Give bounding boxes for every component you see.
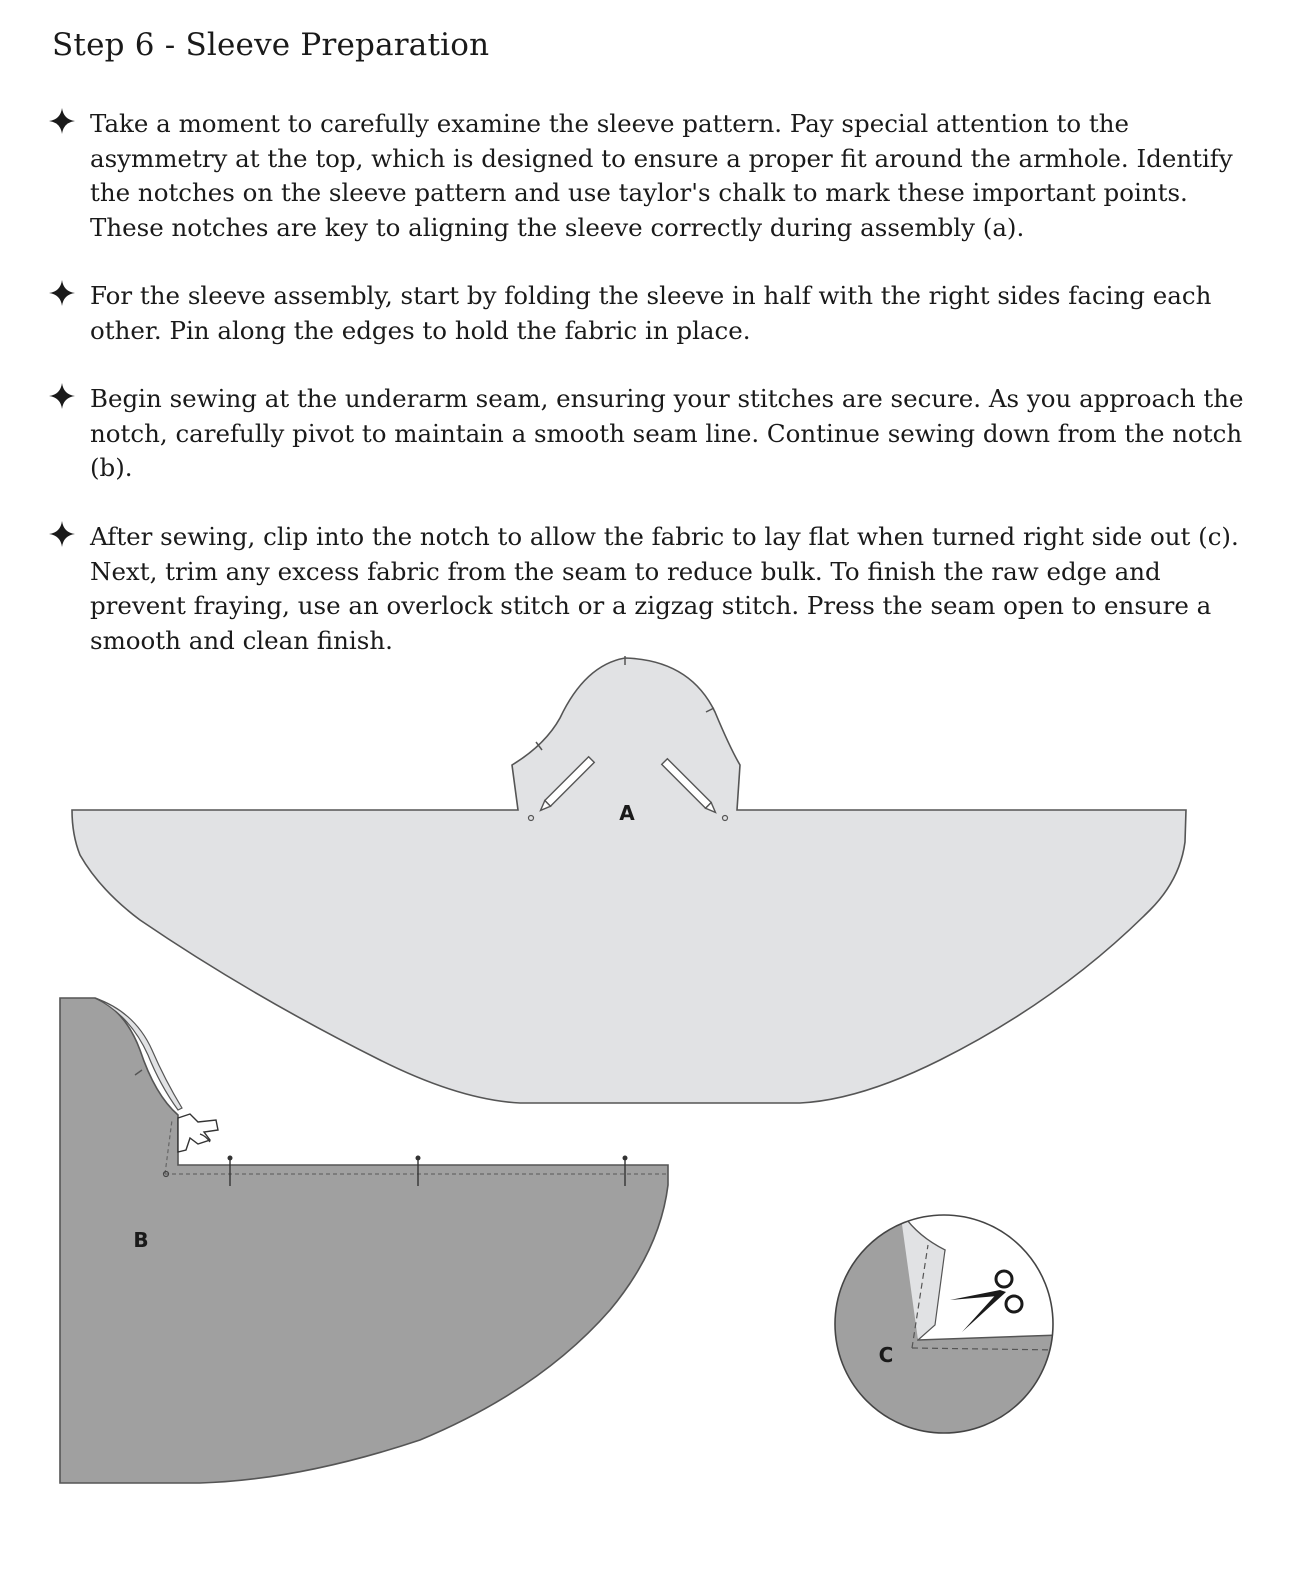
figure-a-sleeve-pattern xyxy=(72,656,1186,1103)
step-text: Begin sewing at the underarm seam, ensuring your stitches are secure. As you approach the notch, carefully pivot to maintain a smooth seam line. Continue sewing down from the notch (b). xyxy=(90,384,1244,482)
figure-c-clip-detail xyxy=(830,1210,1060,1440)
figure-b-label: B xyxy=(133,1228,149,1252)
step-text: Take a moment to carefully examine the sleeve pattern. Pay special attention to the asymmetry at the top, which is designed to ensure a proper fit around the armhole. Identify the notches on the sleeve pattern and use taylor's chalk to mark these important points. These notches are key to aligning the sleeve correctly during assembly (a). xyxy=(90,109,1233,242)
presser-foot-icon xyxy=(178,1114,218,1152)
step-text: For the sleeve assembly, start by folding the sleeve in half with the right sides facing each other. Pin along the edges to hold the fabric in place. xyxy=(90,281,1212,345)
page-title: Step 6 - Sleeve Preparation xyxy=(52,27,490,63)
figure-a-label: A xyxy=(619,801,635,825)
sleeve-pattern-shape xyxy=(72,658,1186,1103)
step-text: After sewing, clip into the notch to allow the fabric to lay flat when turned right side out (c). Next, trim any excess fabric from the seam to reduce bulk. To finish the raw edge and prevent fraying, use an overlock stitch or a zigzag stitch. Press the seam open to ensure a smooth and clean finish. xyxy=(90,522,1239,655)
figure-c-label: C xyxy=(878,1343,894,1367)
